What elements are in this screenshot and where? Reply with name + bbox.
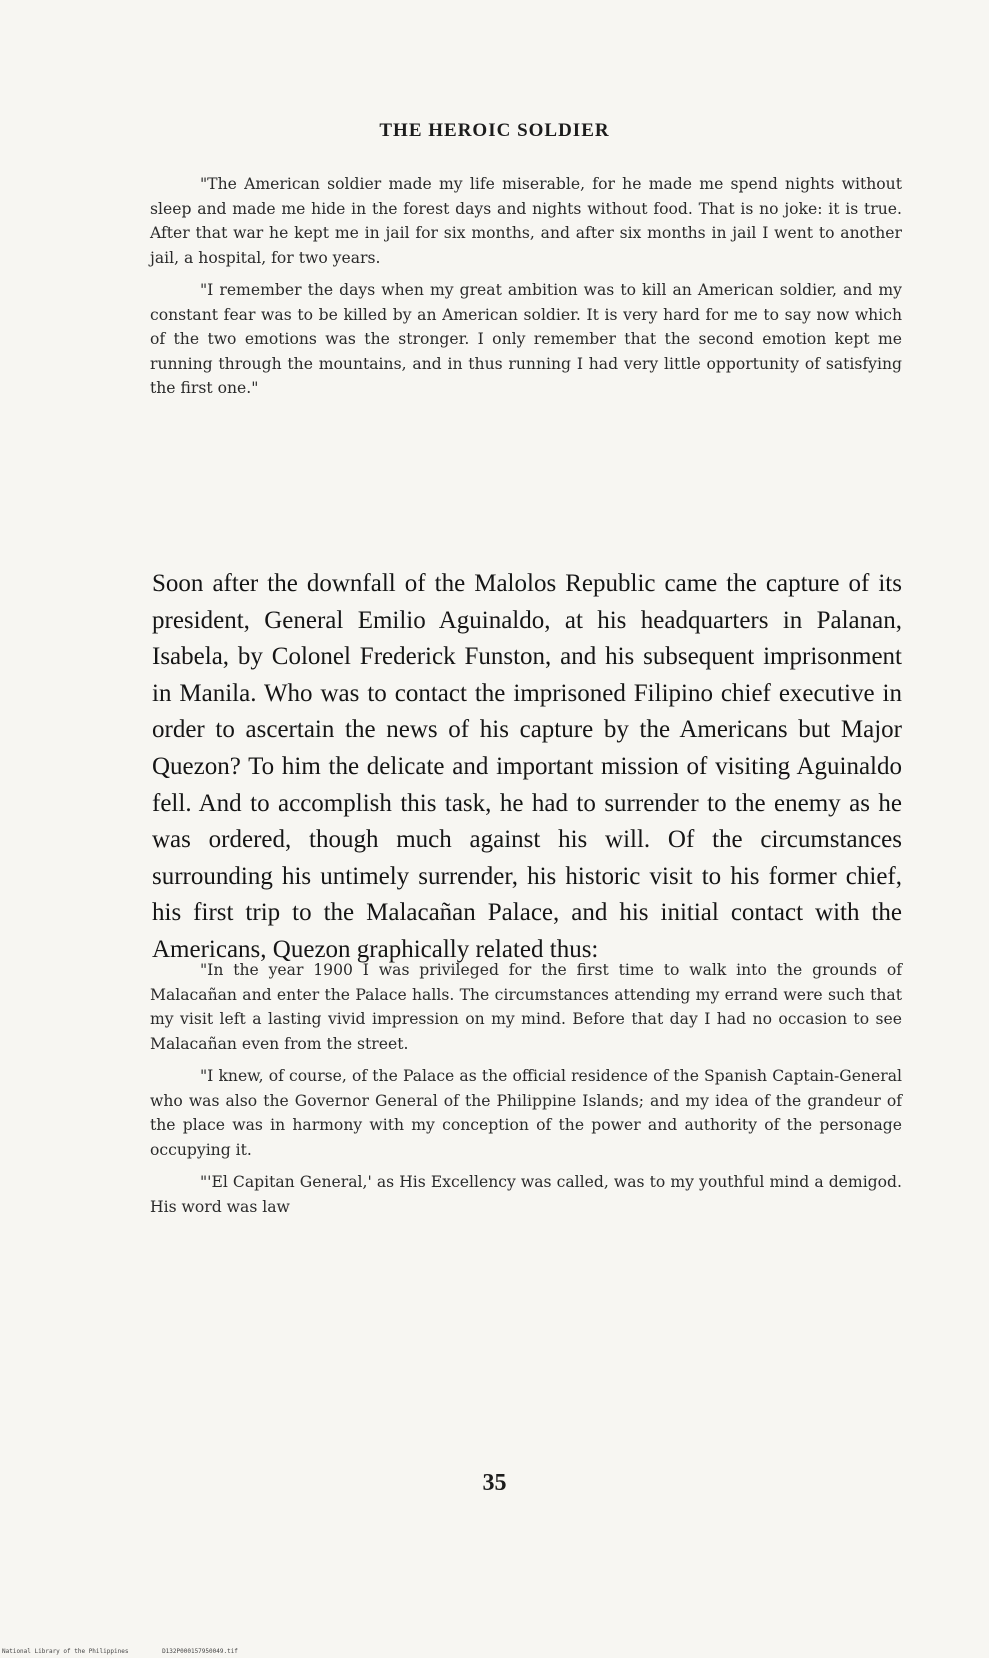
running-head: THE HEROIC SOLDIER (379, 120, 610, 141)
page-number: 35 (482, 1470, 507, 1496)
quote-paragraph: "'El Capitan General,' as His Excellency was called, was to my youthful mind a demigod. His word was law (150, 1173, 902, 1216)
library-credit: National Library of the Philippines (2, 1648, 129, 1655)
quote-paragraph: "The American soldier made my life miserable, for he made me spend nights without sleep and made me hide in the forest days and nights without food. That is no joke: it is true. After that war he kept me in jail for six months, and after six months in jail I went to another jail, a hospital, for two years. (150, 175, 902, 267)
quote-paragraph: "In the year 1900 I was privileged for the first time to walk into the grounds of Malacañan and enter the Palace halls. The circumstances attending my errand were such that my visit left a lasting vivid impression on my mind. Before that day I had no occasion to see Malacañan even from the street. (150, 961, 902, 1053)
quote-paragraph: "I knew, of course, of the Palace as the official residence of the Spanish Captain-General who was also the Governor General of the Philippine Islands; and my idea of the grandeur of the place was in harmony with my conception of the power and authority of the personage occupying it. (150, 1067, 902, 1159)
body-paragraph: Soon after the downfall of the Malolos Republic came the capture of its president, General Emilio Aguinaldo, at his headquarters in Palanan, Isabela, by Colonel Frederick Funston, and his subsequent imprisonment in Manila. Who was to contact the imprisoned Filipino chief executive in order to ascertain the news of his capture by the Americans but Major Quezon? To him the delicate and important mission of visiting Aguinaldo fell. And to accomplish this task, he had to surrender to the enemy as he was ordered, though much against his will. Of the circumstances surrounding his untimely surrender, his historic visit to his former chief, his first trip to the Malacañan Palace, and his initial contact with the Americans, Quezon graphically related thus: (152, 570, 902, 963)
scan-footer (2, 1648, 268, 1655)
block-quote-malacanan (150, 958, 902, 1227)
quote-paragraph: "I remember the days when my great ambition was to kill an American soldier, and my constant fear was to be killed by an American soldier. It is very hard for me to say now which of the two emotions was the stronger. I only remember that the second emotion kept me running through the mountains, and in thus running I had very little opportunity of satisfying the first one." (150, 281, 902, 397)
body-text (152, 566, 902, 969)
block-quote-soldier (150, 172, 902, 409)
file-identifier: D132P000157950049.tif (162, 1648, 238, 1655)
